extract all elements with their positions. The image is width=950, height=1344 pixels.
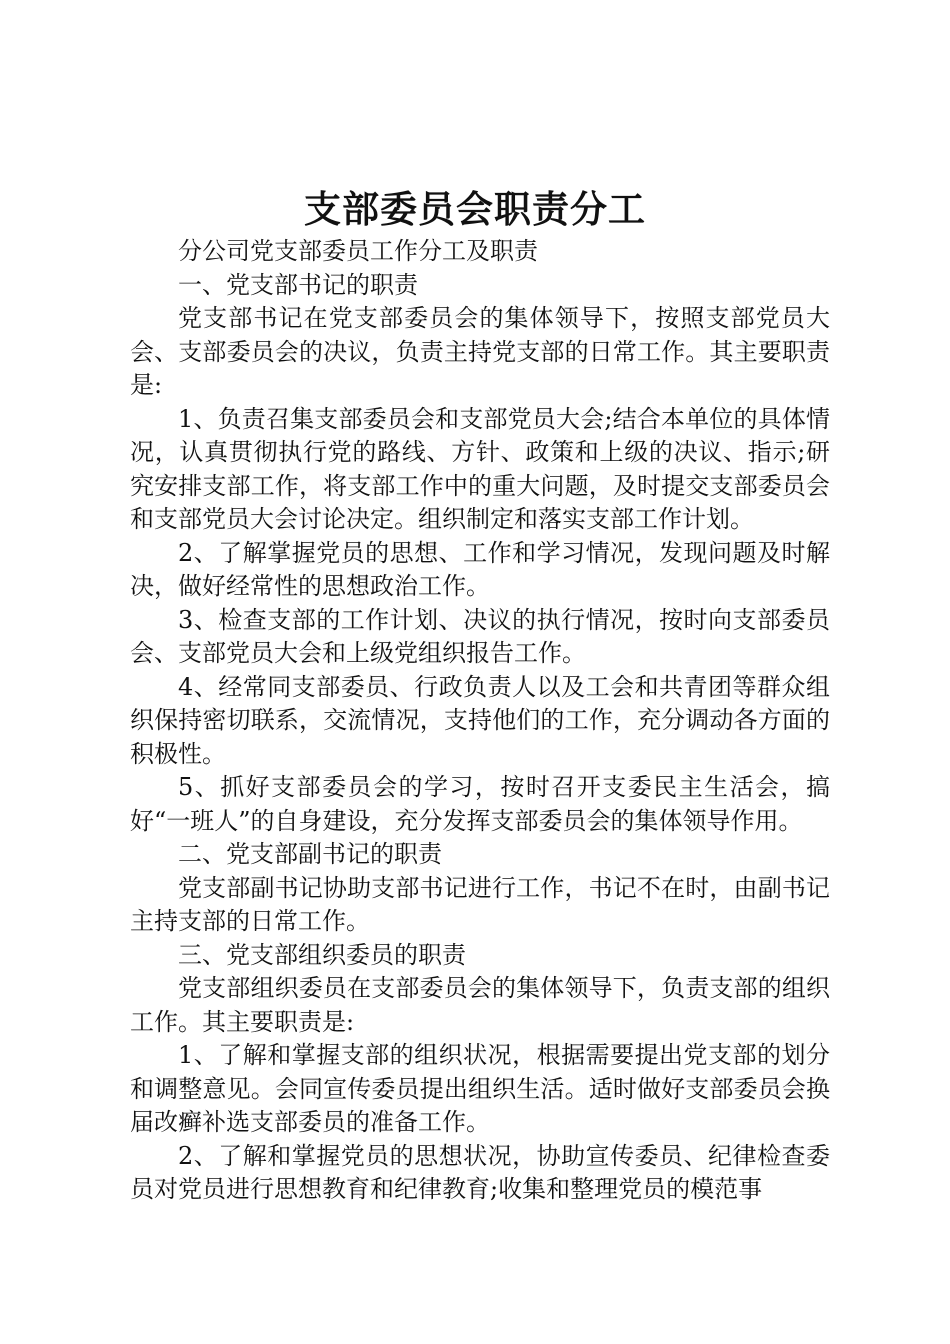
section-heading-deputy-secretary: 二、党支部副书记的职责 <box>178 840 442 868</box>
list-item: 1、负责召集支部委员会和支部党员大会;结合本单位的具体情况，认真贯彻执行党的路线、方针、政策和上级的决议、指示;研究安排支部工作，将支部工作中的重大问题，及时提交支部委员会和支部党员大会讨论决定。组织制定和落实支部工作计划。 <box>130 404 830 533</box>
document-body <box>130 235 830 1207</box>
paragraph: 党支部书记在党支部委员会的集体领导下，按照支部党员大会、支部委员会的决议，负责主持党支部的日常工作。其主要职责是: <box>130 304 830 399</box>
list-item: 1、了解和掌握支部的组织状况，根据需要提出党支部的划分和调整意见。会同宣传委员提出组织生活。适时做好支部委员会换届改癣补选支部委员的准备工作。 <box>130 1041 830 1136</box>
paragraph-subtitle: 分公司党支部委员工作分工及职责 <box>178 237 538 265</box>
list-item: 2、了解和掌握党员的思想状况，协助宣传委员、纪律检查委员对党员进行思想教育和纪律教育;收集和整理党员的模范事 <box>130 1141 830 1203</box>
list-item: 2、了解掌握党员的思想、工作和学习情况，发现问题及时解决，做好经常性的思想政治工作。 <box>130 538 830 600</box>
paragraph: 党支部组织委员在支部委员会的集体领导下，负责支部的组织工作。其主要职责是: <box>130 974 830 1036</box>
list-item: 4、经常同支部委员、行政负责人以及工会和共青团等群众组织保持密切联系，交流情况，支持他们的工作，充分调动各方面的积极性。 <box>130 672 830 768</box>
paragraph: 党支部副书记协助支部书记进行工作，书记不在时，由副书记主持支部的日常工作。 <box>130 873 830 935</box>
section-heading-organization-member: 三、党支部组织委员的职责 <box>178 940 466 969</box>
list-item: 3、检查支部的工作计划、决议的执行情况，按时向支部委员会、支部党员大会和上级党组织报告工作。 <box>130 605 830 667</box>
section-heading-secretary: 一、党支部书记的职责 <box>178 270 418 299</box>
document-title: 支部委员会职责分工 <box>304 187 646 231</box>
list-item: 5、抓好支部委员会的学习，按时召开支委民主生活会，搞好“一班人”的自身建设，充分发挥支部委员会的集体领导作用。 <box>130 773 830 835</box>
